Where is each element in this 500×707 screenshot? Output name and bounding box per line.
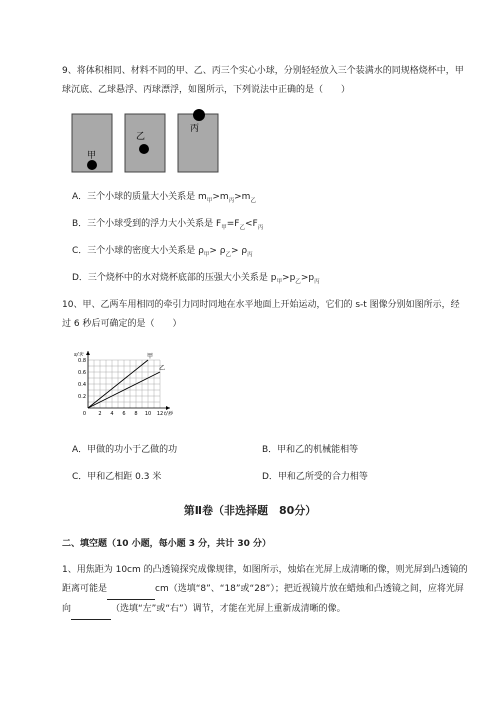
y-tick-label: 0.6	[78, 370, 86, 376]
ball-yi	[139, 144, 149, 154]
q9-beakers-figure	[70, 106, 245, 176]
chart-grid	[88, 360, 160, 408]
label-yi: 乙	[136, 132, 146, 142]
beaker-jia	[72, 114, 112, 172]
q9-option-a[interactable]: A．三个小球的质量大小关系是 $m_甲>m_丙>m_乙$	[72, 192, 256, 204]
x-tick-label: 10	[144, 411, 152, 417]
x-tick-label: 2	[98, 411, 102, 417]
y-axis-arrow	[86, 351, 90, 355]
x-tick-label: 6	[122, 411, 126, 417]
beaker-yi	[125, 114, 165, 172]
label-jia: 甲	[87, 151, 97, 161]
q1-blank-distance[interactable]	[107, 580, 155, 600]
q10-line-2: 过 6 秒后可确定的是（ ）	[62, 319, 182, 329]
origin-label: 0	[82, 411, 86, 417]
label-bing: 丙	[190, 124, 200, 134]
q10-option-d[interactable]: D．甲和乙所受的合力相等	[262, 472, 368, 482]
series-name-yi: 乙	[159, 365, 166, 372]
q9-option-b[interactable]: B．三个小球受到的浮力大小关系是 $F_甲=F_乙<F_丙$	[72, 219, 264, 231]
x-axis-label: t/秒	[164, 411, 173, 417]
q1-line-1: 1、用焦距为 10cm 的凸透镜探究成像规律，如图所示，烛焰在光屏上成清晰的像，则光屏到凸透镜的	[62, 565, 468, 575]
q1-stem	[62, 561, 474, 620]
beaker-bing	[178, 109, 218, 172]
q1-blank-direction[interactable]	[71, 600, 111, 620]
q10-st-chart	[64, 350, 182, 422]
y-tick-label: 0.2	[78, 394, 86, 400]
ball-jia	[87, 160, 97, 170]
x-tick-label: 12	[156, 411, 164, 417]
q10-option-c[interactable]: C．甲和乙相距 0.3 米	[72, 472, 162, 482]
x-tick-label: 4	[110, 411, 114, 417]
x-axis-arrow	[166, 406, 170, 410]
y-axis-label: s/米	[74, 352, 84, 358]
section2-heading: 二、填空题（10 小题，每小题 3 分，共计 30 分）	[62, 539, 271, 549]
q9-line-2: 球沉底、乙球悬浮、丙球漂浮，如图所示，下列说法中正确的是（ ）	[62, 85, 351, 95]
part2-title: 第Ⅱ卷（非选择题 80分）	[183, 504, 317, 517]
q9-option-c[interactable]: C．三个小球的密度大小关系是 $\rho_甲> \rho_乙> \rho_丙$	[72, 246, 253, 258]
q1-line-3: 向 （选填“左”或“右”）调节，才能在光屏上重新成清晰的像。	[62, 600, 474, 620]
q9-line-1: 9、将体积相同、材料不同的甲、乙、丙三个实心小球，分别轻轻放入三个装满水的同规格烧杯中，甲	[62, 66, 464, 76]
y-tick-label: 0.4	[78, 382, 86, 388]
ball-bing	[193, 109, 205, 121]
y-tick-label: 0.8	[78, 358, 86, 364]
q1-line-2: 距离可能是 cm（选填“8”、“18”或“28”）；把近视镜片放在蜡烛和凸透镜之间，应将光屏	[62, 580, 474, 600]
q10-stem	[62, 296, 474, 334]
q9-option-d[interactable]: D．三个烧杯中的水对烧杯底部的压强大小关系是 $p_甲>p_乙>p_丙$	[72, 273, 320, 285]
q10-line-1: 10、甲、乙两车用相同的牵引力同时同地在水平地面上开始运动，它们的 s-t 图像分别如图所示，经	[62, 300, 460, 310]
series-name-jia: 甲	[147, 353, 154, 360]
q10-option-a[interactable]: A．甲做的功小于乙做的功	[72, 445, 178, 455]
x-tick-label: 8	[134, 411, 138, 417]
q10-option-b[interactable]: B．甲和乙的机械能相等	[262, 445, 359, 455]
q9-stem	[62, 62, 474, 100]
